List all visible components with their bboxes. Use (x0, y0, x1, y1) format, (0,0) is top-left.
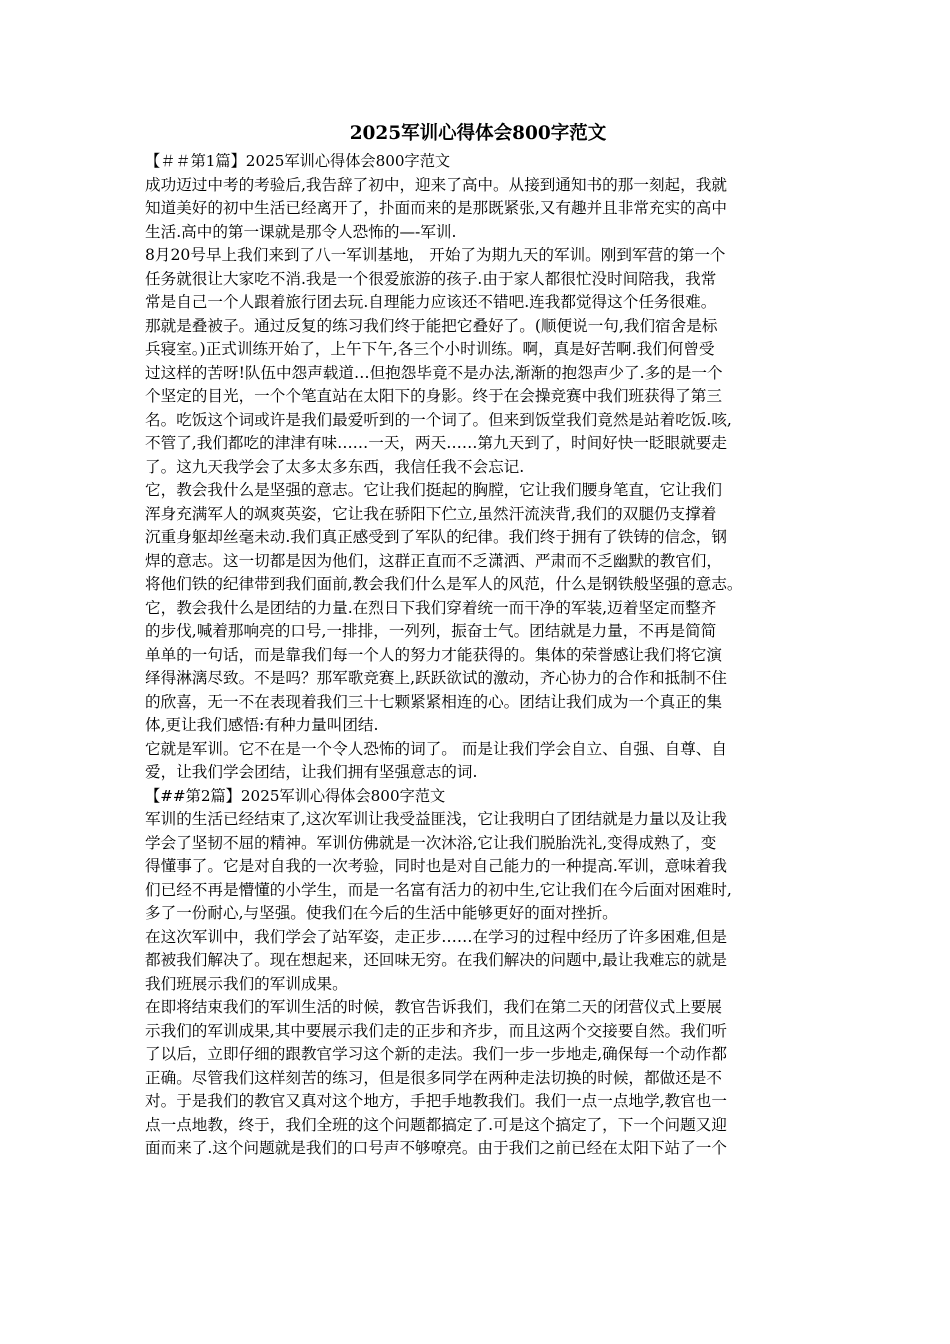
paragraph-line: 都被我们解决了。现在想起来，还回味无穷。在我们解决的问题中,最让我难忘的就是 (145, 951, 727, 969)
paragraph-line: 示我们的军训成果,其中要展示我们走的正步和齐步，而且这两个交接要自然。我们听 (145, 1021, 727, 1040)
paragraph-line: 浑身充满军人的飒爽英姿，它让我在骄阳下伫立,虽然汗流浃背,我们的双腿仍支撑着 (145, 504, 717, 523)
paragraph-line: 在这次军训中，我们学会了站军姿，走正步……在学习的过程中经历了许多困难,但是 (145, 927, 727, 946)
paragraph-line: 我们班展示我们的军训成果。 (145, 974, 348, 993)
paragraph-line: 学会了坚韧不屈的精神。军训仿佛就是一次沐浴,它让我们脱胎洗礼,变得成熟了，变 (145, 833, 717, 852)
paragraph-line: 了。这九天我学会了太多太多东西，我信任我不会忘记. (145, 457, 525, 476)
paragraph-line: 单单的一句话，而是靠我们每一个人的努力才能获得的。集体的荣誉感让我们将它演 (145, 645, 722, 664)
document-body (145, 150, 811, 1161)
paragraph-line: 8月20号早上我们来到了八一军训基地， 开始了为期九天的军训。刚到军营的第一个 (145, 246, 726, 264)
paragraph-line: 任务就很让大家吃不消.我是一个很爱旅游的孩子.由于家人都很忙没时间陪我，我常 (145, 269, 717, 288)
paragraph-line: 正确。尽管我们这样刻苦的练习，但是很多同学在两种走法切换的时候，都做还是不 (145, 1068, 722, 1087)
paragraph-line: 它，教会我什么是团结的力量.在烈日下我们穿着统一而干净的军装,迈着坚定而整齐 (145, 598, 717, 617)
paragraph-line: 绎得淋漓尽致。不是吗？那军歌竞赛上,跃跃欲试的激动，齐心协力的合作和抵制不住 (145, 669, 727, 687)
paragraph-line: 那就是叠被子。通过反复的练习我们终于能把它叠好了。(顺便说一句,我们宿舍是标 (145, 316, 718, 335)
paragraph-line: 面而来了.这个问题就是我们的口号声不够嘹亮。由于我们之前已经在太阳下站了一个 (145, 1139, 727, 1157)
paragraph-line: 过这样的苦呀!队伍中怨声载道…但抱怨毕竟不是办法,渐渐的抱怨声少了.多的是一个 (145, 363, 723, 382)
paragraph-line: 们已经不再是懵懂的小学生，而是一名富有活力的初中生,它让我们在今后面对困难时, (145, 880, 732, 899)
paragraph-line: 多了一份耐心,与坚强。使我们在今后的生活中能够更好的面对挫折。 (145, 904, 618, 922)
section-heading: 【＃＃第1篇】2025军训心得体会800字范文 (145, 152, 451, 170)
paragraph-line: 沉重身躯却丝毫未动.我们真正感受到了军队的纪律。我们终于拥有了铁铸的信念，钢 (145, 528, 727, 546)
paragraph-line: 军训的生活已经结束了,这次军训让我受益匪浅，它让我明白了团结就是力量以及让我 (145, 810, 727, 828)
paragraph-line: 它就是军训。它不在是一个令人恐怖的词了。 而是让我们学会自立、自强、自尊、自 (145, 739, 727, 758)
paragraph-line: 对。于是我们的教官又真对这个地方，手把手地教我们。我们一点一点地学,教官也一 (145, 1092, 727, 1110)
paragraph-line: 常是自己一个人跟着旅行团去玩.自理能力应该还不错吧.连我都觉得这个任务很难。 (145, 293, 717, 311)
paragraph-line: 爱，让我们学会团结，让我们拥有坚强意志的词. (145, 763, 478, 781)
paragraph-line: 体,更让我们感悟:有种力量叫团结. (145, 716, 379, 734)
paragraph-line: 名。吃饭这个词或许是我们最爱听到的一个词了。但来到饭堂我们竟然是站着吃饭.咳, (145, 410, 732, 429)
paragraph-line: 它，教会我什么是坚强的意志。它让我们挺起的胸膛，它让我们腰身笔直，它让我们 (145, 481, 722, 499)
paragraph-line: 知道美好的初中生活已经离开了，扑面而来的是那既紧张,又有趣并且非常充实的高中 (145, 199, 727, 217)
paragraph-line: 成功迈过中考的考验后,我告辞了初中，迎来了高中。从接到通知书的那一刻起，我就 (145, 175, 727, 194)
paragraph-line: 焊的意志。这一切都是因为他们，这群正直而不乏潇洒、严肃而不乏幽默的教官们， (145, 551, 722, 570)
document-page (145, 120, 811, 1161)
paragraph-line: 在即将结束我们的军训生活的时候，教官告诉我们，我们在第二天的闭营仪式上要展 (145, 998, 722, 1016)
document-title: 2025军训心得体会800字范文 (349, 123, 607, 144)
paragraph-line: 的欣喜，无一不在表现着我们三十七颗紧紧相连的心。团结让我们成为一个真正的集 (145, 692, 722, 711)
section-heading: 【##第2篇】2025军训心得体会800字范文 (145, 786, 446, 805)
paragraph-line: 生活.高中的第一课就是那令人恐怖的—-军训. (145, 222, 457, 241)
paragraph-line: 个坚定的目光，一个个笔直站在太阳下的身影。终于在会操竞赛中我们班获得了第三 (145, 387, 722, 405)
paragraph-line: 的步伐,喊着那响亮的口号,一排排，一列列，振奋士气。团结就是力量，不再是简简 (145, 622, 717, 640)
paragraph-line: 将他们铁的纪律带到我们面前,教会我们什么是军人的风范，什么是钢铁般坚强的意志。 (145, 575, 743, 593)
paragraph-line: 不管了,我们都吃的津津有味……一天，两天……第九天到了，时间好快一眨眼就要走 (145, 434, 727, 452)
paragraph-line: 了以后，立即仔细的跟教官学习这个新的走法。我们一步一步地走,确保每一个动作都 (145, 1045, 727, 1063)
paragraph-line: 点一点地教，终于，我们全班的这个问题都搞定了.可是这个搞定了，下一个问题又迎 (145, 1115, 727, 1134)
paragraph-line: 得懂事了。它是对自我的一次考验，同时也是对自己能力的一种提高.军训，意味着我 (145, 857, 727, 875)
paragraph-line: 兵寝室。)正式训练开始了，上午下午,各三个小时训练。啊，真是好苦啊.我们何曾受 (145, 340, 715, 358)
